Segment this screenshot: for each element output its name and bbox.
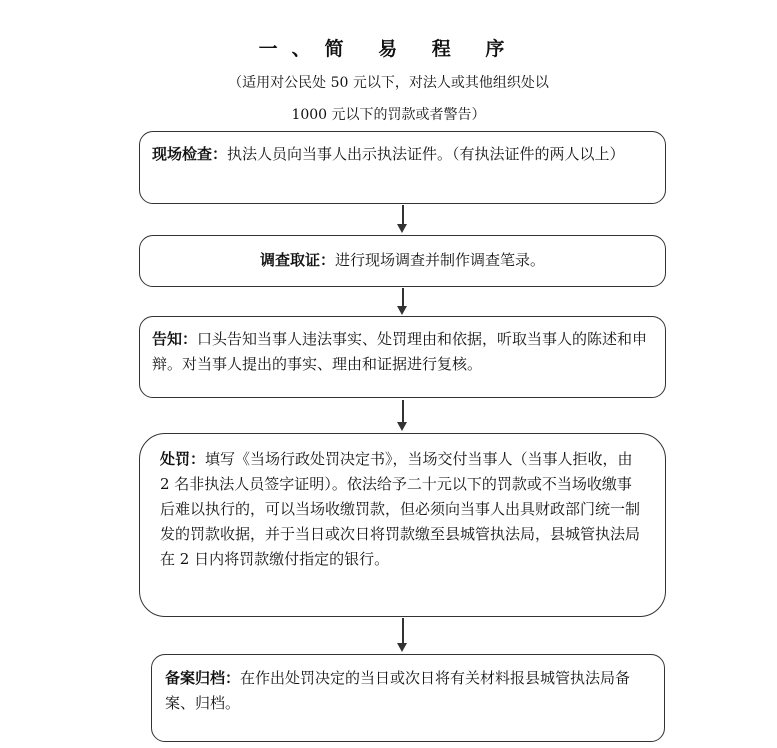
step-text: 填写《当场行政处罚决定书》，当场交付当事人（当事人拒收，由 2 名非执法人员签字证明）。依法给予二十元以下的罚款或不当场收缴事后难以执行的，可以当场收缴罚款，但必须向当事人出具财政部门统一制发的罚款收据，并于当日或次日将罚款缴至县城管执法局，县城管执法局在 2 日内将罚款缴付指定的银行。 [160, 450, 641, 568]
step-box-site-inspection [139, 131, 666, 204]
step-text: 在作出处罚决定的当日或次日将有关材料报县城管执法局备案、归档。 [165, 669, 631, 712]
step-label: 备案归档： [165, 669, 241, 687]
step-label: 处罚： [160, 450, 206, 468]
step-text: 口头告知当事人违法事实、处罚理由和依据，听取当事人的陈述和申辩。对当事人提出的事实、理由和证据进行复核。 [152, 330, 648, 373]
step-box-penalty [139, 433, 666, 617]
step-box-notification [139, 316, 666, 398]
step-text: 执法人员向当事人出示执法证件。（有执法证件的两人以上） [227, 145, 625, 163]
step-box-investigation [139, 235, 666, 287]
step-label: 告知： [152, 330, 198, 348]
flow-arrow [397, 618, 409, 652]
step-label: 现场检查： [152, 145, 228, 163]
flow-arrow [397, 288, 409, 315]
page-title: 一、简 易 程 序 [258, 38, 519, 60]
subtitle-line-2: 1000 元以下的罚款或者警告） [291, 107, 486, 123]
step-label: 调查取证： [259, 251, 335, 269]
subtitle-line-1: （适用对公民处 50 元以下，对法人或其他组织处以 [228, 75, 549, 91]
flow-arrow [397, 205, 409, 233]
step-box-filing [151, 654, 665, 742]
step-text: 进行现场调查并制作调查笔录。 [335, 251, 546, 269]
flow-arrow [397, 400, 409, 431]
